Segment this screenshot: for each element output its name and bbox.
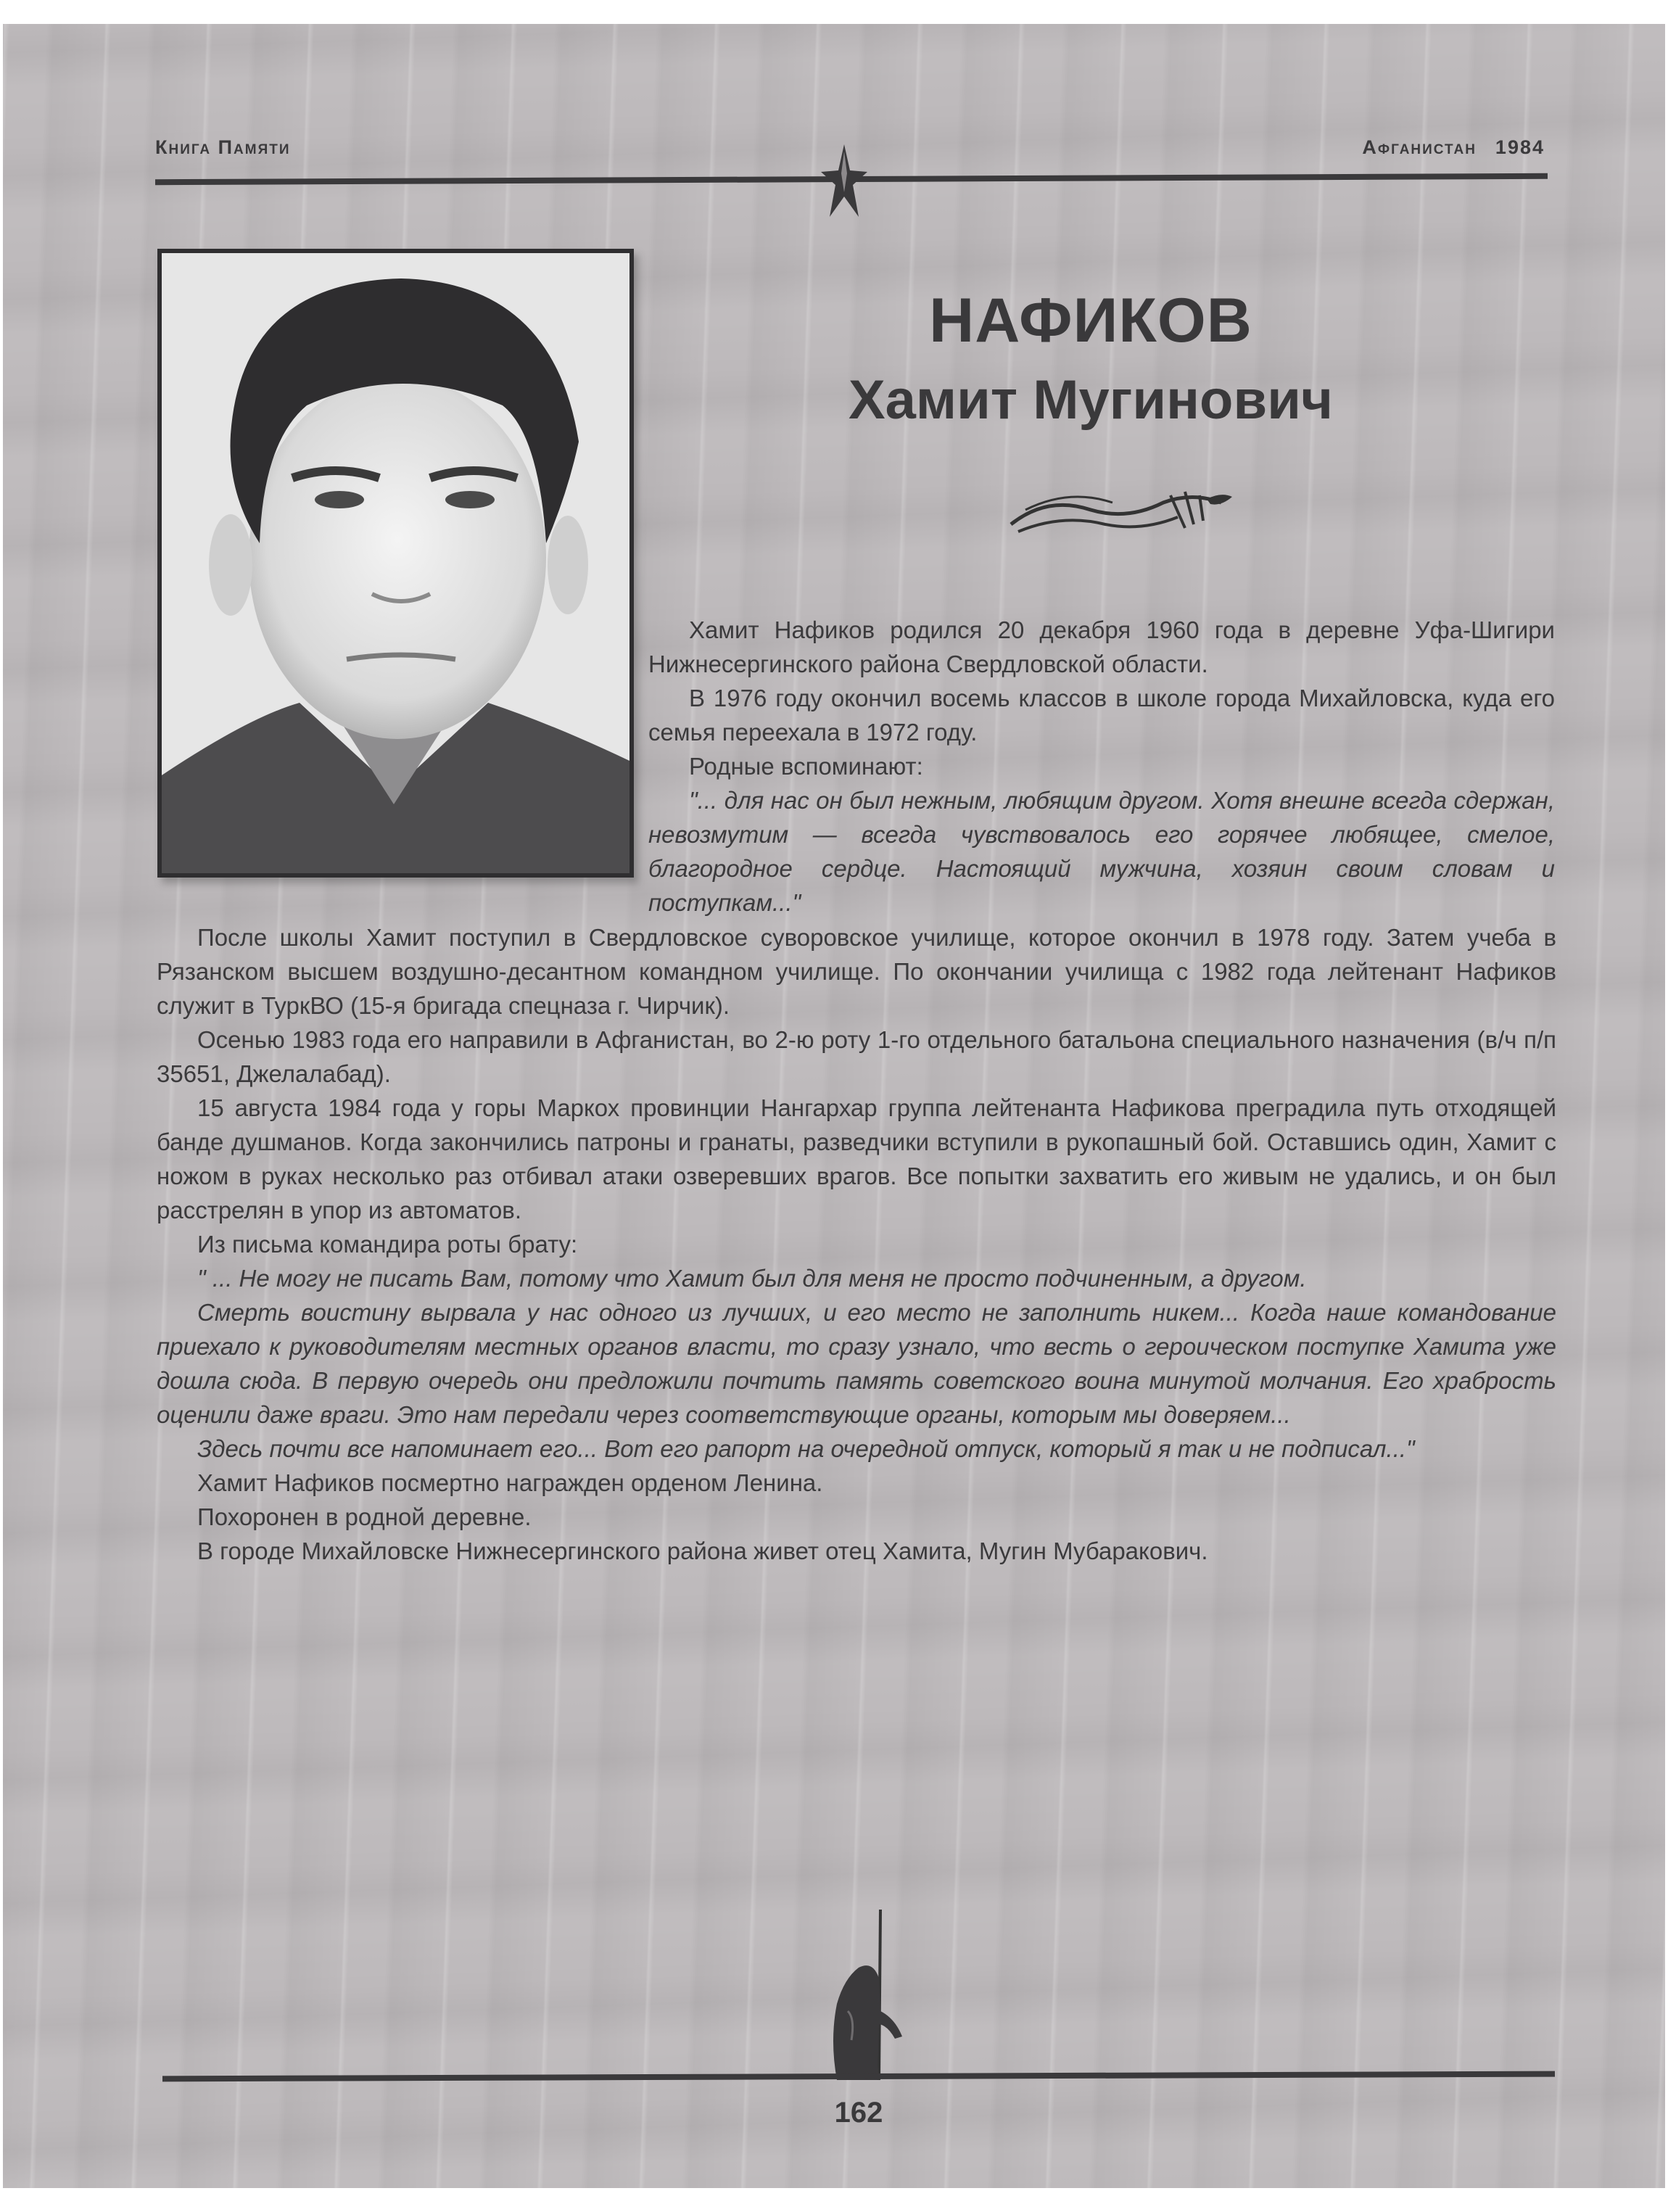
person-surname: НАФИКОВ	[929, 286, 1252, 355]
star-icon	[821, 144, 867, 217]
portrait-photo	[157, 249, 634, 878]
portrait-image	[162, 253, 629, 873]
kneeling-soldier-icon	[786, 1910, 946, 2084]
paragraph: Осенью 1983 года его направили в Афганистан, во 2-ю роту 1-го отдельного батальона специального назначения (в/ч п/п 35651, Джелалабад).	[157, 1026, 1556, 1087]
paragraph: В 1976 году окончил восемь классов в школе города Михайловска, куда его семья переехала в 1972 году.	[648, 685, 1555, 746]
running-head-section	[1362, 136, 1545, 159]
running-head-book-title: Книга Памяти	[155, 136, 291, 158]
letter-paragraph: " ... Не могу не писать Вам, потому что Хамит был для меня не просто подчиненным, а другом.	[197, 1265, 1307, 1292]
paragraph: В городе Михайловске Нижнесергинского района живет отец Хамита, Мугин Мубаракович.	[197, 1538, 1208, 1564]
page-number: 162	[834, 2097, 883, 2129]
paragraph: 15 августа 1984 года у горы Маркох провинции Нангархар группа лейтенанта Нафикова преградила путь отходящей банде душманов. Когда закончились патроны и гранаты, разведчики вступили в рукопашный бой. Оставшись один, Хамит с ножом в руках несколько раз отбивал атаки озверевших врагов. Все попытки захватить его живым не удались, и он был расстрелян в упор из автоматов.	[157, 1094, 1556, 1223]
paragraph: Родные вспоминают:	[689, 753, 923, 780]
running-head-year: 1984	[1495, 136, 1545, 158]
relatives-quote: "... для нас он был нежным, любящим другом. Хотя внешне всегда сдержан, невозмутим — всегда чувствовалось его горячее любящее, смелое, благородное сердце. Настоящий мужчина, хозяин своим словам и поступкам..."	[648, 787, 1555, 916]
face-shape	[249, 376, 546, 739]
paragraph: Из письма командира роты брату:	[197, 1231, 578, 1258]
running-head-section-label: Афганистан	[1362, 136, 1477, 158]
letter-paragraph: Здесь почти все напоминает его... Вот его рапорт на очередной отпуск, который я так и не подписал..."	[197, 1435, 1415, 1462]
person-given-names: Хамит Мугинович	[848, 369, 1334, 431]
paragraph: После школы Хамит поступил в Свердловское суворовское училище, которое окончил в 1978 году. Затем учеба в Рязанском высшем воздушно-десантном командном училище. По окончании училища с 1982 года лейтенант Нафиков служит в ТуркВО (15-я бригада спецназа г. Чирчик).	[157, 924, 1556, 1019]
paragraph: Хамит Нафиков родился 20 декабря 1960 года в деревне Уфа-Шигири Нижнесергинского района Свердловской области.	[648, 616, 1555, 677]
book-page	[3, 24, 1665, 2188]
biography-intro	[648, 613, 1555, 920]
biography-main	[157, 920, 1556, 1568]
laurel-ornament-icon	[1004, 481, 1236, 539]
letter-paragraph: Смерть воистину вырвала у нас одного из лучших, и его место не заполнить никем... Когда наше командование приехало к руководителям местных органов власти, то сразу узнало, что весть о героическом поступке Хамита уже дошла сюда. В первую очередь они предложили почтить память советского воина минутой молчания. Его храбрость оценили даже враги. Это нам передали через соответствующие органы, которым мы доверяем...	[157, 1299, 1556, 1428]
paragraph: Хамит Нафиков посмертно награжден орденом Ленина.	[197, 1469, 823, 1496]
paragraph: Похоронен в родной деревне.	[197, 1503, 532, 1530]
